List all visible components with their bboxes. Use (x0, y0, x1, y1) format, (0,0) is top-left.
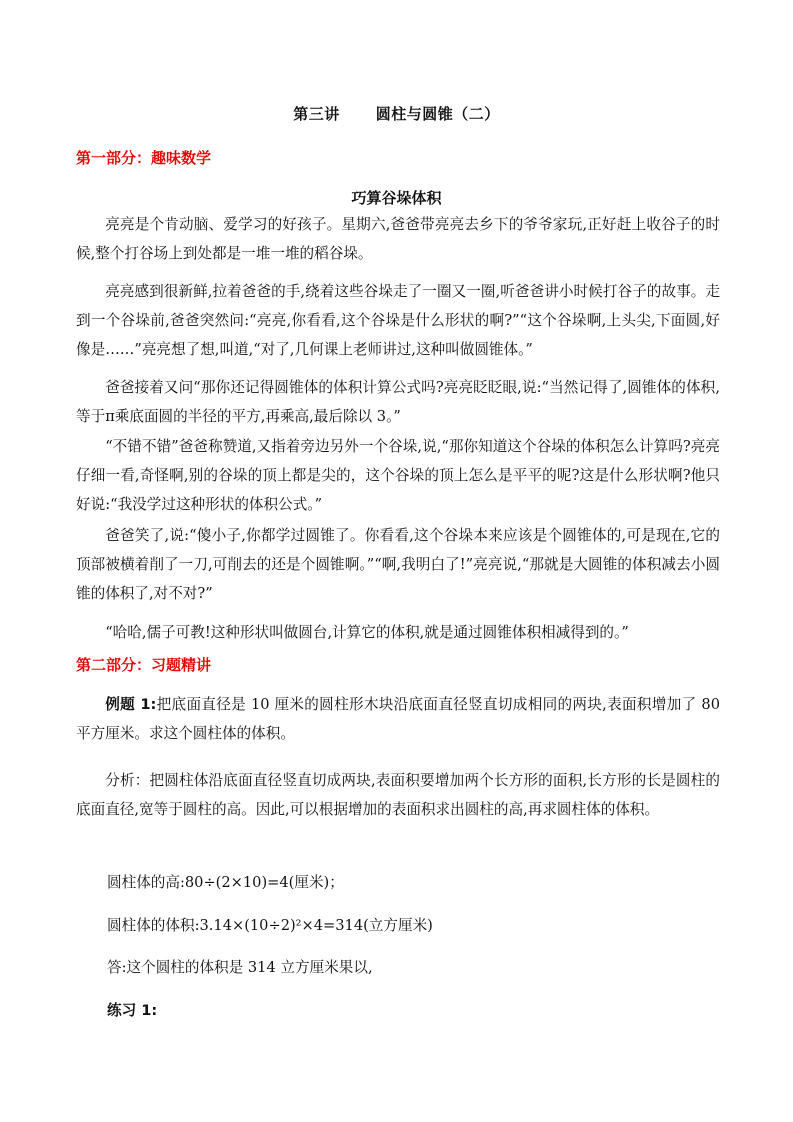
solution-step-1: 圆柱体的高:80÷(2×10)=4(厘米)； (107, 874, 344, 891)
analysis-text: 分析：把圆柱体沿底面直径竖直切成两块,表面积要增加两个长方形的面积,长方形的长是圆柱的底面直径,宽等于圆柱的高。因此,可以根据增加的表面积求出圆柱的高,再求圆柱体的体积。 (76, 772, 720, 818)
story-paragraph: “哈哈,儒子可教!这种形状叫做圆台,计算它的体积,就是通过圆锥体积相减得到的。” (105, 624, 629, 641)
part1-heading: 第一部分：趣味数学 (76, 149, 212, 167)
page-title (0, 103, 793, 124)
practice-label: 练习 1: (107, 1002, 158, 1019)
lecture-number: 第三讲 (293, 105, 340, 123)
example-text: 把底面直径是 10 厘米的圆柱形木块沿底面直径竖直切成相同的两块,表面积增加了 80 平方厘米。求这个圆柱体的体积。 (76, 696, 720, 742)
example-problem (76, 690, 720, 748)
story-paragraph: 亮亮感到很新鲜,拉着爸爸的手,绕着这些谷垛走了一圈又一圈,听爸爸讲小时候打谷子的故事。走到一个谷垛前,爸爸突然问:“亮亮,你看看,这个谷垛是什么形状的啊?”“这个谷垛啊,上头尖,下面圆,好像是……”亮亮想了想,叫道,“对了,几何课上老师讲过,这种叫做圆锥体。” (76, 283, 720, 358)
lecture-topic: 圆柱与圆锥（二） (375, 105, 500, 123)
solution-step-2: 圆柱体的体积:3.14×(10÷2)²×4=314(立方厘米) (107, 917, 433, 934)
story-paragraph: “不错不错”爸爸称赞道,又指着旁边另外一个谷垛,说,“那你知道这个谷垛的体积怎么计算吗?亮亮仔细一看,奇怪啊,别的谷垛的顶上都是尖的，这个谷垛的顶上怎么是平平的呢?这是什么形状啊?他只好说:“我没学过这种形状的体积公式。” (76, 438, 720, 513)
story-title: 巧算谷垛体积 (351, 189, 442, 207)
story-paragraph: 爸爸笑了,说:“傻小子,你都学过圆锥了。你看看,这个谷垛本来应该是个圆锥体的,可是现在,它的顶部被横着削了一刀,可削去的还是个圆锥啊。”“啊,我明白了!”亮亮说,“那就是大圆锥的体积减去小圆锥的体积了,对不对?” (76, 527, 720, 602)
story-paragraph: 亮亮是个肯动脑、爱学习的好孩子。星期六,爸爸带亮亮去乡下的爷爷家玩,正好赶上收谷子的时候,整个打谷场上到处都是一堆一堆的稻谷垛。 (76, 216, 720, 262)
example-label: 例题 1: (105, 696, 157, 713)
story-paragraph: 爸爸接着又问“那你还记得圆锥体的体积计算公式吗?亮亮眨眨眼,说:“当然记得了,圆锥体的体积,等于π乘底面圆的半径的平方,再乘高,最后除以 3。” (76, 379, 720, 425)
part2-heading: 第二部分：习题精讲 (76, 656, 212, 674)
answer-text: 答:这个圆柱的体积是 314 立方厘米果以, (107, 959, 373, 976)
